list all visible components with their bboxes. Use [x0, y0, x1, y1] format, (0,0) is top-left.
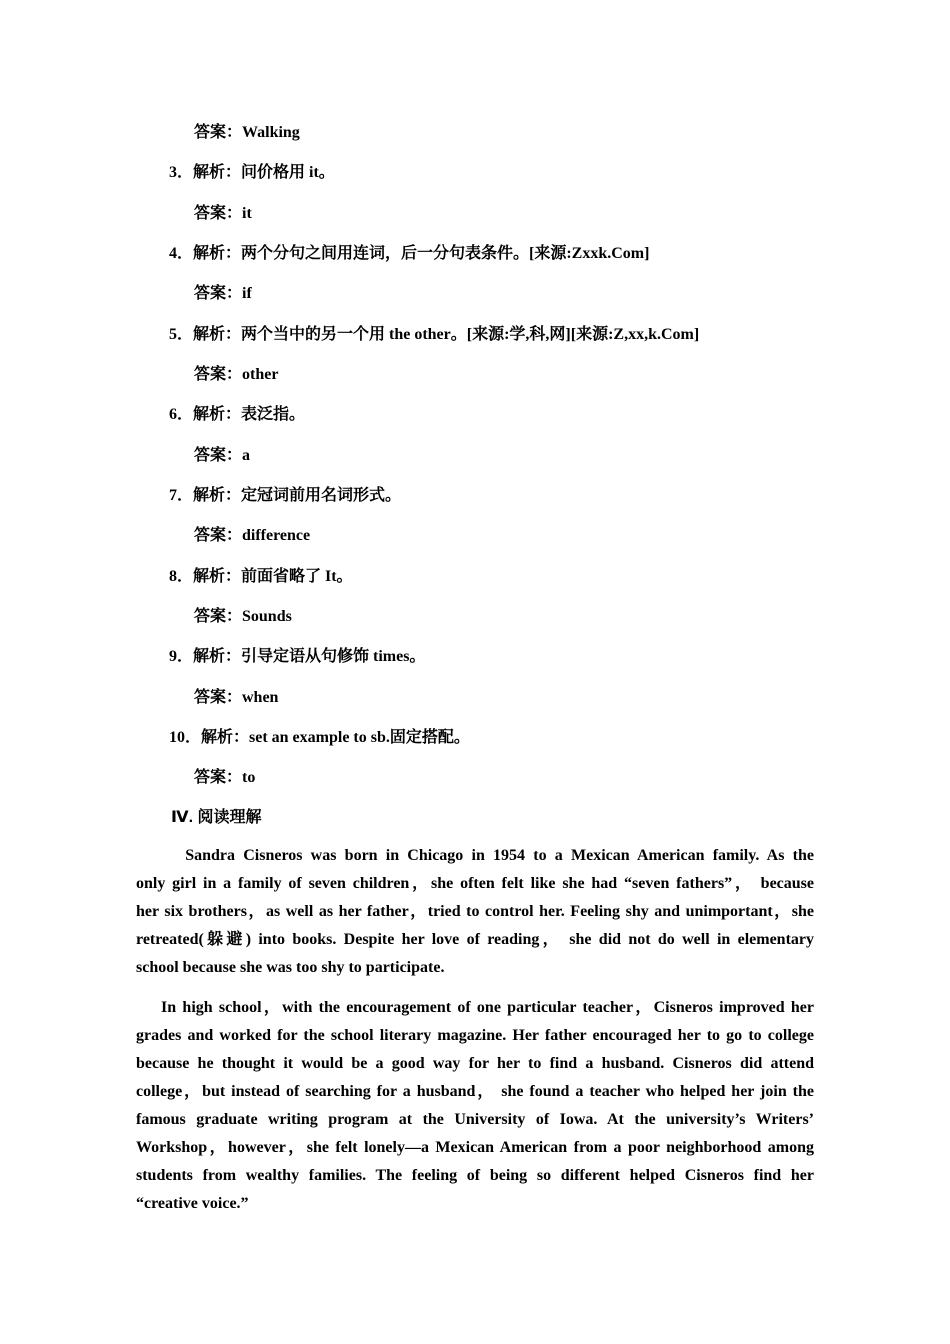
answer-line: 答案：when	[194, 689, 279, 706]
passage-line: Workshop，however，she felt lonely—a Mexican American from a poor neighborhood among	[136, 1139, 815, 1156]
passage-paragraph-2	[136, 994, 814, 1218]
answer-line: 答案：difference	[194, 527, 311, 544]
answer-line: 答案：Walking	[194, 124, 300, 141]
passage-line: school because she was too shy to participate.	[136, 959, 445, 976]
analysis-line: 3．解析：问价格用 it。	[169, 164, 335, 181]
analysis-line: 5．解析：两个当中的另一个用 the other。[来源:学,科,网][来源:Z,xx,k.Com]	[169, 326, 700, 343]
analysis-line: 4．解析：两个分句之间用连词，后一分句表条件。[来源:Zxxk.Com]	[169, 245, 650, 262]
passage-line: famous graduate writing program at the University of Iowa. At the university’s Writers’	[136, 1111, 814, 1128]
answer-line: 答案：to	[194, 769, 256, 786]
passage-line: students from wealthy families. The feeling of being so different helped Cisneros find her	[136, 1167, 814, 1184]
passage-line: only girl in a family of seven children，she often felt like she had “seven fathers”， because	[136, 875, 815, 892]
analysis-line: 10．解析：set an example to sb.固定搭配。	[169, 729, 470, 746]
passage-line: her six brothers，as well as her father，tried to control her. Feeling shy and unimportant，she	[136, 903, 814, 920]
passage-line: grades and worked for the school literary magazine. Her father encouraged her to go to college	[136, 1027, 814, 1044]
passage-line: retreated(躲避) into books. Despite her love of reading， she did not do well in elementary	[136, 931, 814, 948]
passage-line: because he thought it would be a good way for her to find a husband. Cisneros did attend	[136, 1055, 814, 1072]
answer-line: 答案：it	[194, 205, 252, 222]
answer-line: 答案：Sounds	[194, 608, 292, 625]
passage-line: “creative voice.”	[136, 1195, 249, 1212]
section-heading: Ⅳ. 阅读理解	[171, 809, 262, 826]
analysis-line: 6．解析：表泛指。	[169, 406, 306, 423]
analysis-line: 8．解析：前面省略了 It。	[169, 568, 353, 585]
answer-line: 答案：a	[194, 447, 251, 464]
passage-line: In high school，with the encouragement of one particular teacher，Cisneros improved her	[136, 999, 815, 1016]
analysis-line: 7．解析：定冠词前用名词形式。	[169, 487, 402, 504]
passage-paragraph-1	[136, 842, 814, 982]
analysis-line: 9．解析：引导定语从句修饰 times。	[169, 648, 426, 665]
answer-line: 答案：if	[194, 285, 252, 302]
passage-line: Sandra Cisneros was born in Chicago in 1954 to a Mexican American family. As the	[136, 847, 814, 864]
passage-line: college，but instead of searching for a husband， she found a teacher who helped her join the	[136, 1083, 815, 1100]
answer-line: 答案：other	[194, 366, 279, 383]
